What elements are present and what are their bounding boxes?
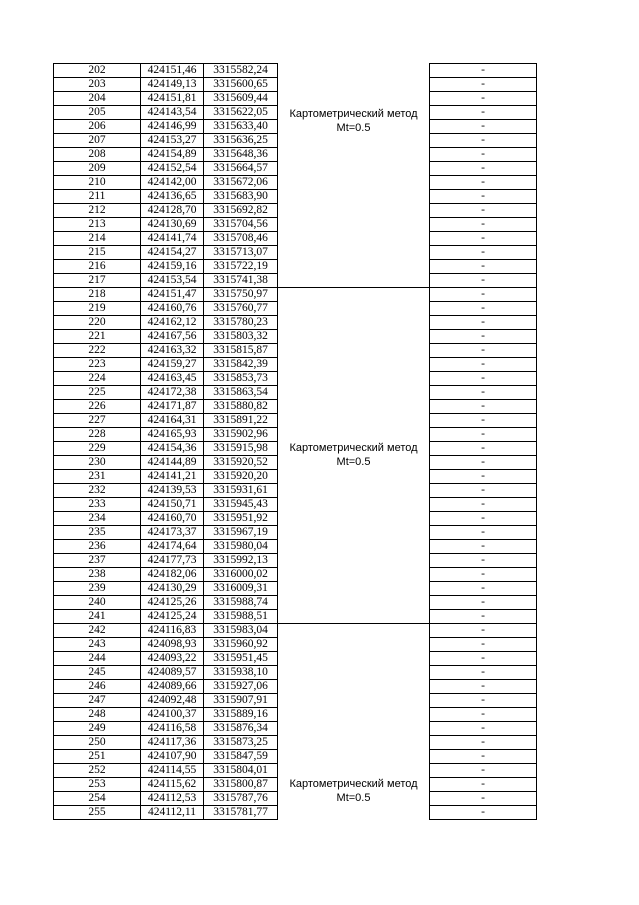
x-coordinate-cell: 424154,89	[141, 148, 204, 162]
accuracy-cell: -	[430, 652, 537, 666]
y-coordinate-cell: 3315609,44	[204, 92, 278, 106]
x-coordinate-cell: 424116,83	[141, 624, 204, 638]
point-number-cell: 250	[54, 736, 141, 750]
point-number-cell: 231	[54, 470, 141, 484]
y-coordinate-cell: 3315815,87	[204, 344, 278, 358]
accuracy-cell: -	[430, 638, 537, 652]
x-coordinate-cell: 424146,99	[141, 120, 204, 134]
accuracy-cell: -	[430, 190, 537, 204]
x-coordinate-cell: 424150,71	[141, 498, 204, 512]
accuracy-cell: -	[430, 526, 537, 540]
x-coordinate-cell: 424159,27	[141, 358, 204, 372]
x-coordinate-cell: 424125,26	[141, 596, 204, 610]
accuracy-cell: -	[430, 484, 537, 498]
point-number-cell: 222	[54, 344, 141, 358]
point-number-cell: 233	[54, 498, 141, 512]
accuracy-cell: -	[430, 596, 537, 610]
point-number-cell: 219	[54, 302, 141, 316]
y-coordinate-cell: 3315915,98	[204, 442, 278, 456]
y-coordinate-cell: 3315880,82	[204, 400, 278, 414]
x-coordinate-cell: 424144,89	[141, 456, 204, 470]
y-coordinate-cell: 3315873,25	[204, 736, 278, 750]
accuracy-cell: -	[430, 442, 537, 456]
accuracy-cell: -	[430, 330, 537, 344]
y-coordinate-cell: 3316000,02	[204, 568, 278, 582]
x-coordinate-cell: 424125,24	[141, 610, 204, 624]
point-number-cell: 224	[54, 372, 141, 386]
y-coordinate-cell: 3315931,61	[204, 484, 278, 498]
x-coordinate-cell: 424107,90	[141, 750, 204, 764]
accuracy-cell: -	[430, 428, 537, 442]
y-coordinate-cell: 3315664,57	[204, 162, 278, 176]
y-coordinate-cell: 3315920,20	[204, 470, 278, 484]
y-coordinate-cell: 3315876,34	[204, 722, 278, 736]
point-number-cell: 202	[54, 64, 141, 78]
x-coordinate-cell: 424128,70	[141, 204, 204, 218]
accuracy-cell: -	[430, 358, 537, 372]
y-coordinate-cell: 3315902,96	[204, 428, 278, 442]
y-coordinate-cell: 3315600,65	[204, 78, 278, 92]
y-coordinate-cell: 3316009,31	[204, 582, 278, 596]
y-coordinate-cell: 3315945,43	[204, 498, 278, 512]
accuracy-cell: -	[430, 400, 537, 414]
x-coordinate-cell: 424167,56	[141, 330, 204, 344]
point-number-cell: 226	[54, 400, 141, 414]
accuracy-cell: -	[430, 722, 537, 736]
accuracy-cell: -	[430, 64, 537, 78]
y-coordinate-cell: 3315983,04	[204, 624, 278, 638]
accuracy-cell: -	[430, 92, 537, 106]
point-number-cell: 221	[54, 330, 141, 344]
x-coordinate-cell: 424136,65	[141, 190, 204, 204]
point-number-cell: 230	[54, 456, 141, 470]
x-coordinate-cell: 424092,48	[141, 694, 204, 708]
method-accuracy: Mt=0.5	[336, 455, 371, 468]
point-number-cell: 236	[54, 540, 141, 554]
y-coordinate-cell: 3315889,16	[204, 708, 278, 722]
y-coordinate-cell: 3315803,32	[204, 330, 278, 344]
point-number-cell: 248	[54, 708, 141, 722]
y-coordinate-cell: 3315804,01	[204, 764, 278, 778]
point-number-cell: 220	[54, 316, 141, 330]
x-coordinate-cell: 424174,64	[141, 540, 204, 554]
x-coordinate-cell: 424142,00	[141, 176, 204, 190]
y-coordinate-cell: 3315951,45	[204, 652, 278, 666]
x-coordinate-cell: 424153,54	[141, 274, 204, 288]
accuracy-cell: -	[430, 694, 537, 708]
x-coordinate-cell: 424130,29	[141, 582, 204, 596]
point-number-cell: 218	[54, 288, 141, 302]
accuracy-cell: -	[430, 470, 537, 484]
method-accuracy: Mt=0.5	[336, 791, 371, 804]
y-coordinate-cell: 3315938,10	[204, 666, 278, 680]
x-coordinate-cell: 424098,93	[141, 638, 204, 652]
y-coordinate-cell: 3315980,04	[204, 540, 278, 554]
accuracy-cell: -	[430, 666, 537, 680]
accuracy-cell: -	[430, 554, 537, 568]
x-coordinate-cell: 424093,22	[141, 652, 204, 666]
point-number-cell: 249	[54, 722, 141, 736]
x-coordinate-cell: 424171,87	[141, 400, 204, 414]
x-coordinate-cell: 424177,73	[141, 554, 204, 568]
table-row	[54, 64, 537, 78]
method-name: Картометрический метод	[289, 777, 418, 790]
method-name: Картометрический метод	[289, 107, 418, 120]
x-coordinate-cell: 424163,45	[141, 372, 204, 386]
method-cell	[278, 288, 430, 624]
accuracy-cell: -	[430, 792, 537, 806]
accuracy-cell: -	[430, 498, 537, 512]
accuracy-cell: -	[430, 274, 537, 288]
x-coordinate-cell: 424154,36	[141, 442, 204, 456]
accuracy-cell: -	[430, 778, 537, 792]
y-coordinate-cell: 3315741,38	[204, 274, 278, 288]
accuracy-cell: -	[430, 610, 537, 624]
y-coordinate-cell: 3315781,77	[204, 806, 278, 820]
y-coordinate-cell: 3315951,92	[204, 512, 278, 526]
method-cell	[278, 64, 430, 288]
point-number-cell: 237	[54, 554, 141, 568]
x-coordinate-cell: 424100,37	[141, 708, 204, 722]
accuracy-cell: -	[430, 806, 537, 820]
x-coordinate-cell: 424112,53	[141, 792, 204, 806]
accuracy-cell: -	[430, 260, 537, 274]
point-number-cell: 203	[54, 78, 141, 92]
y-coordinate-cell: 3315722,19	[204, 260, 278, 274]
accuracy-cell: -	[430, 162, 537, 176]
point-number-cell: 245	[54, 666, 141, 680]
y-coordinate-cell: 3315927,06	[204, 680, 278, 694]
accuracy-cell: -	[430, 624, 537, 638]
point-number-cell: 212	[54, 204, 141, 218]
point-number-cell: 204	[54, 92, 141, 106]
x-coordinate-cell: 424141,74	[141, 232, 204, 246]
y-coordinate-cell: 3315853,73	[204, 372, 278, 386]
x-coordinate-cell: 424159,16	[141, 260, 204, 274]
accuracy-cell: -	[430, 680, 537, 694]
x-coordinate-cell: 424152,54	[141, 162, 204, 176]
point-number-cell: 242	[54, 624, 141, 638]
accuracy-cell: -	[430, 708, 537, 722]
accuracy-cell: -	[430, 316, 537, 330]
point-number-cell: 228	[54, 428, 141, 442]
accuracy-cell: -	[430, 302, 537, 316]
point-number-cell: 213	[54, 218, 141, 232]
point-number-cell: 229	[54, 442, 141, 456]
x-coordinate-cell: 424165,93	[141, 428, 204, 442]
x-coordinate-cell: 424149,13	[141, 78, 204, 92]
point-number-cell: 251	[54, 750, 141, 764]
point-number-cell: 247	[54, 694, 141, 708]
y-coordinate-cell: 3315992,13	[204, 554, 278, 568]
x-coordinate-cell: 424151,47	[141, 288, 204, 302]
point-number-cell: 227	[54, 414, 141, 428]
table-row	[54, 624, 537, 638]
point-number-cell: 241	[54, 610, 141, 624]
point-number-cell: 206	[54, 120, 141, 134]
point-number-cell: 211	[54, 190, 141, 204]
point-number-cell: 238	[54, 568, 141, 582]
accuracy-cell: -	[430, 414, 537, 428]
y-coordinate-cell: 3315907,91	[204, 694, 278, 708]
y-coordinate-cell: 3315780,23	[204, 316, 278, 330]
y-coordinate-cell: 3315988,74	[204, 596, 278, 610]
point-number-cell: 217	[54, 274, 141, 288]
accuracy-cell: -	[430, 106, 537, 120]
point-number-cell: 205	[54, 106, 141, 120]
method-cell	[278, 624, 430, 820]
y-coordinate-cell: 3315750,97	[204, 288, 278, 302]
point-number-cell: 240	[54, 596, 141, 610]
y-coordinate-cell: 3315622,05	[204, 106, 278, 120]
x-coordinate-cell: 424173,37	[141, 526, 204, 540]
x-coordinate-cell: 424114,55	[141, 764, 204, 778]
y-coordinate-cell: 3315683,90	[204, 190, 278, 204]
point-number-cell: 207	[54, 134, 141, 148]
point-number-cell: 254	[54, 792, 141, 806]
accuracy-cell: -	[430, 176, 537, 190]
point-number-cell: 246	[54, 680, 141, 694]
y-coordinate-cell: 3315636,25	[204, 134, 278, 148]
accuracy-cell: -	[430, 540, 537, 554]
x-coordinate-cell: 424162,12	[141, 316, 204, 330]
y-coordinate-cell: 3315967,19	[204, 526, 278, 540]
y-coordinate-cell: 3315704,56	[204, 218, 278, 232]
x-coordinate-cell: 424089,57	[141, 666, 204, 680]
point-number-cell: 252	[54, 764, 141, 778]
point-number-cell: 223	[54, 358, 141, 372]
x-coordinate-cell: 424130,69	[141, 218, 204, 232]
point-number-cell: 214	[54, 232, 141, 246]
point-number-cell: 209	[54, 162, 141, 176]
y-coordinate-cell: 3315847,59	[204, 750, 278, 764]
accuracy-cell: -	[430, 134, 537, 148]
x-coordinate-cell: 424112,11	[141, 806, 204, 820]
accuracy-cell: -	[430, 386, 537, 400]
point-number-cell: 244	[54, 652, 141, 666]
accuracy-cell: -	[430, 218, 537, 232]
point-number-cell: 232	[54, 484, 141, 498]
y-coordinate-cell: 3315891,22	[204, 414, 278, 428]
x-coordinate-cell: 424151,81	[141, 92, 204, 106]
x-coordinate-cell: 424154,27	[141, 246, 204, 260]
coordinates-table	[53, 63, 537, 820]
x-coordinate-cell: 424139,53	[141, 484, 204, 498]
y-coordinate-cell: 3315760,77	[204, 302, 278, 316]
accuracy-cell: -	[430, 372, 537, 386]
y-coordinate-cell: 3315582,24	[204, 64, 278, 78]
accuracy-cell: -	[430, 204, 537, 218]
y-coordinate-cell: 3315708,46	[204, 232, 278, 246]
y-coordinate-cell: 3315787,76	[204, 792, 278, 806]
y-coordinate-cell: 3315648,36	[204, 148, 278, 162]
x-coordinate-cell: 424141,21	[141, 470, 204, 484]
accuracy-cell: -	[430, 148, 537, 162]
x-coordinate-cell: 424160,76	[141, 302, 204, 316]
point-number-cell: 253	[54, 778, 141, 792]
x-coordinate-cell: 424115,62	[141, 778, 204, 792]
x-coordinate-cell: 424143,54	[141, 106, 204, 120]
point-number-cell: 255	[54, 806, 141, 820]
y-coordinate-cell: 3315842,39	[204, 358, 278, 372]
accuracy-cell: -	[430, 232, 537, 246]
y-coordinate-cell: 3315988,51	[204, 610, 278, 624]
accuracy-cell: -	[430, 568, 537, 582]
point-number-cell: 215	[54, 246, 141, 260]
y-coordinate-cell: 3315713,07	[204, 246, 278, 260]
x-coordinate-cell: 424117,36	[141, 736, 204, 750]
y-coordinate-cell: 3315800,87	[204, 778, 278, 792]
point-number-cell: 235	[54, 526, 141, 540]
x-coordinate-cell: 424164,31	[141, 414, 204, 428]
x-coordinate-cell: 424116,58	[141, 722, 204, 736]
point-number-cell: 210	[54, 176, 141, 190]
y-coordinate-cell: 3315960,92	[204, 638, 278, 652]
accuracy-cell: -	[430, 764, 537, 778]
x-coordinate-cell: 424172,38	[141, 386, 204, 400]
accuracy-cell: -	[430, 456, 537, 470]
y-coordinate-cell: 3315633,40	[204, 120, 278, 134]
point-number-cell: 234	[54, 512, 141, 526]
y-coordinate-cell: 3315920,52	[204, 456, 278, 470]
accuracy-cell: -	[430, 736, 537, 750]
y-coordinate-cell: 3315672,06	[204, 176, 278, 190]
x-coordinate-cell: 424153,27	[141, 134, 204, 148]
point-number-cell: 243	[54, 638, 141, 652]
accuracy-cell: -	[430, 512, 537, 526]
x-coordinate-cell: 424151,46	[141, 64, 204, 78]
point-number-cell: 208	[54, 148, 141, 162]
point-number-cell: 239	[54, 582, 141, 596]
x-coordinate-cell: 424160,70	[141, 512, 204, 526]
point-number-cell: 216	[54, 260, 141, 274]
y-coordinate-cell: 3315692,82	[204, 204, 278, 218]
x-coordinate-cell: 424163,32	[141, 344, 204, 358]
accuracy-cell: -	[430, 120, 537, 134]
accuracy-cell: -	[430, 344, 537, 358]
accuracy-cell: -	[430, 246, 537, 260]
point-number-cell: 225	[54, 386, 141, 400]
accuracy-cell: -	[430, 582, 537, 596]
x-coordinate-cell: 424089,66	[141, 680, 204, 694]
method-name: Картометрический метод	[289, 441, 418, 454]
y-coordinate-cell: 3315863,54	[204, 386, 278, 400]
accuracy-cell: -	[430, 288, 537, 302]
accuracy-cell: -	[430, 750, 537, 764]
accuracy-cell: -	[430, 78, 537, 92]
x-coordinate-cell: 424182,06	[141, 568, 204, 582]
method-accuracy: Mt=0.5	[336, 121, 371, 134]
table-row	[54, 288, 537, 302]
